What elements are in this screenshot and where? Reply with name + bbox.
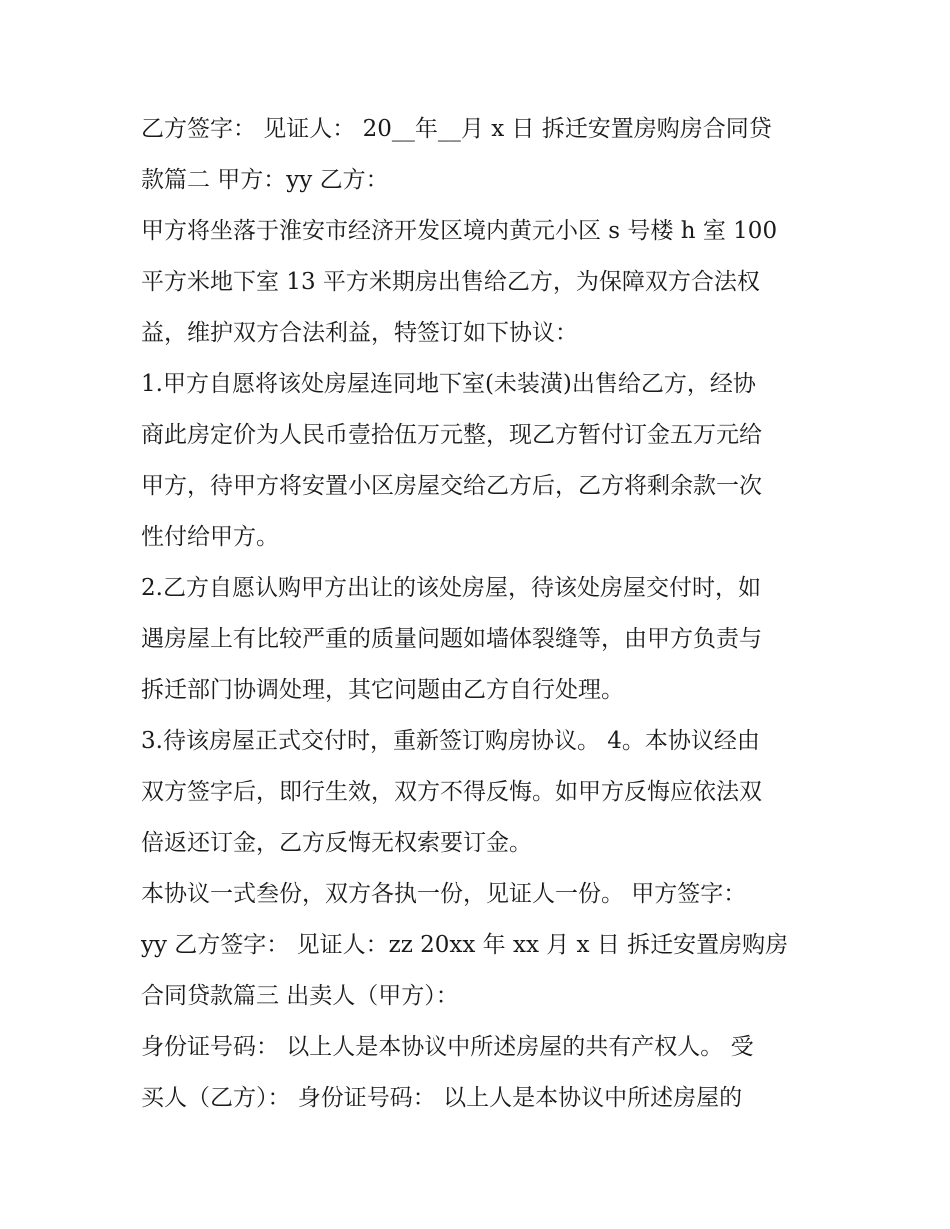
- text-line: 遇房屋上有比较严重的质量问题如墙体裂缝等，由甲方负责与: [141, 626, 762, 652]
- text-line: 合同贷款篇三 出卖人（甲方）：: [141, 983, 459, 1009]
- text-line: 平方米地下室 13 平方米期房出售给乙方，为保障双方合法权: [141, 269, 760, 295]
- text-line: 1.甲方自愿将该处房屋连同地下室(未装潢)出售给乙方，经协: [141, 371, 756, 397]
- text-line: 性付给甲方。: [141, 524, 279, 550]
- text-line: 双方签字后，即行生效，双方不得反悔。如甲方反悔应依法双: [141, 779, 762, 805]
- text-line: 甲方，待甲方将安置小区房屋交给乙方后，乙方将剩余款一次: [141, 473, 762, 499]
- text-line: 身份证号码： 以上人是本协议中所述房屋的共有产权人。 受: [141, 1034, 754, 1060]
- text-line: 2.乙方自愿认购甲方出让的该处房屋，待该处房屋交付时，如: [141, 575, 761, 601]
- text-line: 倍返还订金，乙方反悔无权索要订金。: [141, 830, 532, 856]
- document-body: [141, 104, 821, 1124]
- text-line: 款篇二 甲方：yy 乙方：: [141, 167, 389, 193]
- text-line: 本协议一式叁份，双方各执一份，见证人一份。 甲方签字：: [141, 881, 747, 907]
- text-line: 乙方签字： 见证人： 20__年__月 x 日 拆迁安置房购房合同贷: [141, 116, 772, 142]
- text-line: 3.待该房屋正式交付时，重新签订购房协议。 4。本协议经由: [141, 728, 760, 754]
- text-line: 拆迁部门协调处理，其它问题由乙方自行处理。: [141, 677, 624, 703]
- text-line: 买人（乙方）： 身份证号码： 以上人是本协议中所述房屋的: [141, 1085, 743, 1111]
- text-line: 甲方将坐落于淮安市经济开发区境内黄元小区 s 号楼 h 室 100: [141, 218, 778, 244]
- text-line: yy 乙方签字： 见证人：zz 20xx 年 xx 月 x 日 拆迁安置房购房: [141, 932, 789, 958]
- text-line: 商此房定价为人民币壹拾伍万元整，现乙方暂付订金五万元给: [141, 422, 762, 448]
- text-line: 益，维护双方合法利益，特签订如下协议：: [141, 320, 578, 346]
